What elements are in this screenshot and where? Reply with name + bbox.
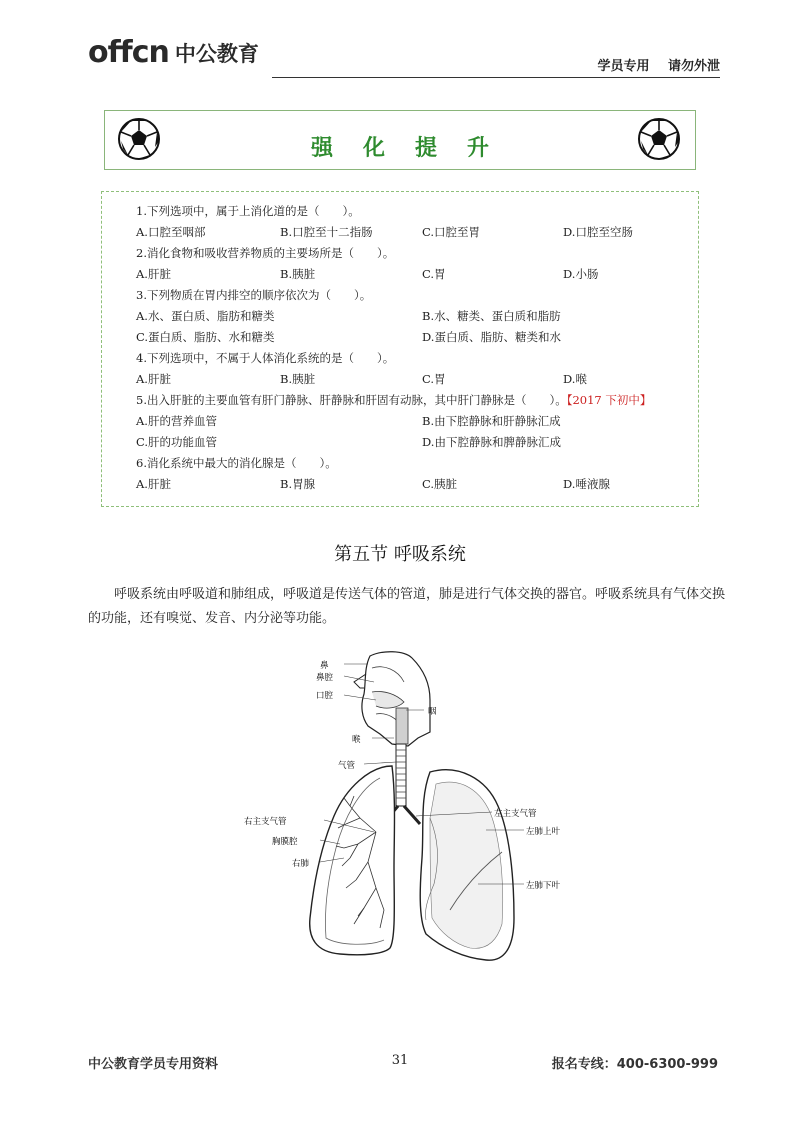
label-pharynx: 咽	[428, 707, 437, 717]
banner-title: 强化提升	[310, 135, 519, 161]
question-stem: 4.下列选项中，不属于人体消化系统的是（ ）。	[136, 351, 395, 365]
question-option: A.肝脏	[136, 372, 171, 386]
question-stem-text: 5.出入肝脏的主要血管有肝门静脉、肝静脉和肝固有动脉，其中肝门静脉是（ ）。	[136, 393, 567, 407]
label-left-upper-lobe: 左肺上叶	[526, 827, 561, 837]
question-option: A.水、蛋白质、脂肪和糖类	[136, 309, 275, 323]
question-option: B.由下腔静脉和肝静脉汇成	[422, 414, 561, 428]
question-option: A.肝脏	[136, 267, 171, 281]
header-notice	[583, 55, 720, 74]
section-title: 第五节 呼吸系统	[334, 544, 466, 565]
header-notice-2: 请勿外泄	[667, 59, 720, 74]
question-option: D.蛋白质、脂肪、糖类和水	[422, 330, 561, 344]
question-option: B.水、糖类、蛋白质和脂肪	[422, 309, 561, 323]
question-option: A.口腔至咽部	[136, 225, 206, 239]
question-option: B.胃腺	[280, 477, 316, 491]
question-option: D.由下腔静脉和脾静脉汇成	[422, 435, 561, 449]
brand-logo	[88, 35, 259, 70]
question-stem: 2.消化食物和吸收营养物质的主要场所是（ ）。	[136, 246, 395, 260]
exam-source-tag: 【2017 下初中】	[566, 393, 652, 407]
question-option: C.胃	[422, 372, 446, 386]
question-option: B.口腔至十二指肠	[280, 225, 373, 239]
label-nose: 鼻	[320, 661, 329, 671]
label-trachea: 气管	[338, 761, 356, 771]
question-stem	[136, 393, 651, 407]
label-larynx: 喉	[352, 735, 361, 745]
header-notice-1: 学员专用	[597, 59, 650, 74]
question-option: D.小肠	[563, 267, 599, 281]
logo-chinese-name: 中公教育	[174, 42, 259, 66]
header-rule	[272, 77, 720, 78]
question-option: B.胰脏	[280, 372, 316, 386]
question-option: B.胰脏	[280, 267, 316, 281]
footer-hotline: 报名专线：400-6300-999	[551, 1057, 718, 1072]
question-stem: 6.消化系统中最大的消化腺是（ ）。	[136, 456, 337, 470]
question-option: D.唾液腺	[563, 477, 610, 491]
footer-source: 中公教育学员专用资料	[88, 1057, 219, 1072]
label-pleural-cavity: 胸膜腔	[272, 837, 298, 847]
question-option: C.胃	[422, 267, 446, 281]
question-stem: 1.下列选项中，属于上消化道的是（ ）。	[136, 204, 360, 218]
question-option: C.蛋白质、脂肪、水和糖类	[136, 330, 275, 344]
question-option: D.口腔至空肠	[563, 225, 633, 239]
page-number: 31	[391, 1053, 409, 1068]
section-paragraph: 呼吸系统由呼吸道和肺组成，呼吸道是传送气体的管道，肺是进行气体交换的器官。呼吸系统具有气体交换的功能，还有嗅觉、发音、内分泌等功能。	[88, 587, 726, 626]
label-left-lower-lobe: 左肺下叶	[526, 881, 561, 891]
question-option: C.胰脏	[422, 477, 458, 491]
logo-wordmark: offcn	[88, 35, 169, 70]
question-option: C.口腔至胃	[422, 225, 481, 239]
label-right-lung: 右肺	[292, 859, 310, 869]
label-oral-cavity: 口腔	[316, 691, 334, 701]
question-option: A.肝脏	[136, 477, 171, 491]
label-left-main-bronchus: 左主支气管	[494, 809, 537, 819]
question-stem: 3.下列物质在胃内排空的顺序依次为（ ）。	[136, 288, 372, 302]
question-option: D.喉	[563, 372, 587, 386]
label-nasal-cavity: 鼻腔	[316, 673, 334, 683]
question-option: C.肝的功能血管	[136, 435, 218, 449]
section-banner	[104, 110, 696, 170]
respiratory-system-illustration	[244, 648, 561, 966]
question-option: A.肝的营养血管	[136, 414, 217, 428]
label-right-main-bronchus: 右主支气管	[244, 817, 287, 827]
